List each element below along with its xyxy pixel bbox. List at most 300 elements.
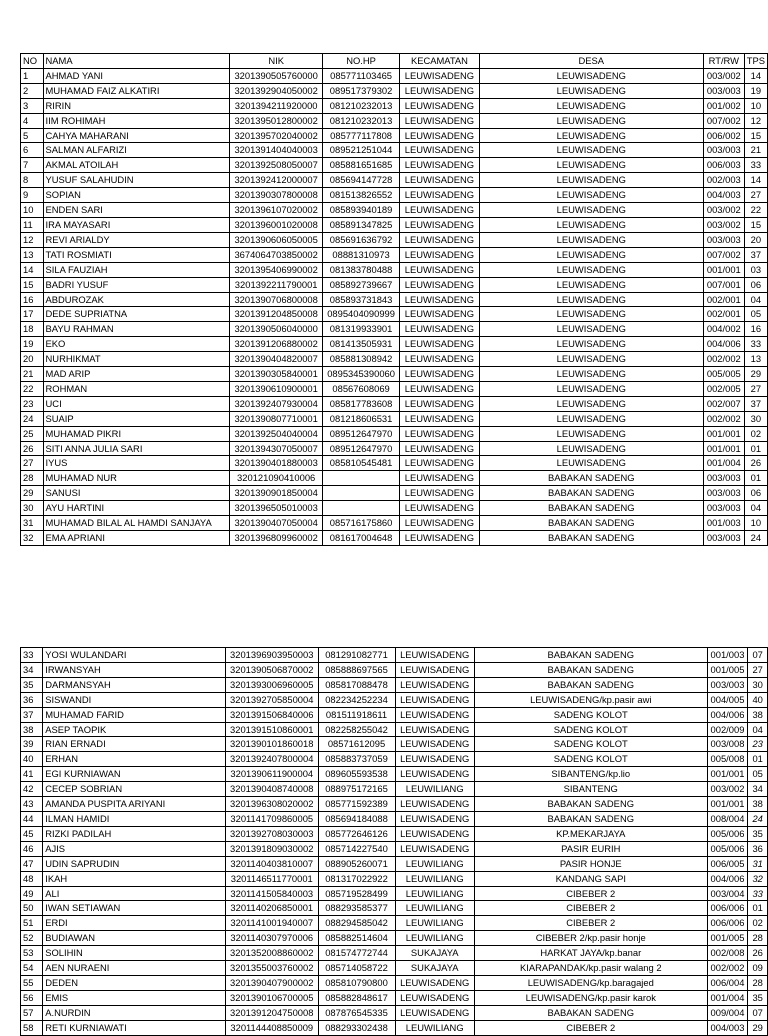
table-row — [21, 367, 768, 382]
cell-nik: 3201392904050002 — [230, 83, 322, 98]
cell-nama: SUAIP — [43, 411, 230, 426]
table-row — [21, 396, 768, 411]
cell-nik: 3201352008860002 — [225, 946, 318, 961]
cell-desa: BABAKAN SADENG — [479, 486, 703, 501]
cell-nama: SITI ANNA JULIA SARI — [43, 441, 230, 456]
cell-rt-rw: 006/006 — [707, 916, 748, 931]
cell-nama: SISWANDI — [43, 692, 226, 707]
cell-nama: REVI ARIALDY — [43, 232, 230, 247]
cell-kecamatan: LEUWILIANG — [395, 871, 474, 886]
cell-rt-rw: 004/003 — [707, 1020, 748, 1035]
table-header-row — [21, 54, 768, 69]
cell-tps: 10 — [744, 516, 767, 531]
table-row — [21, 961, 768, 976]
cell-no-hp: 081218606531 — [322, 411, 399, 426]
cell-no: 1 — [21, 68, 44, 83]
cell-no-hp: 0895345390060 — [322, 367, 399, 382]
cell-no: 33 — [21, 648, 43, 663]
table-row — [21, 811, 768, 826]
cell-tps: 30 — [744, 411, 767, 426]
table-row — [21, 232, 768, 247]
cell-nik: 3201390404820007 — [230, 352, 322, 367]
cell-no-hp: 085893940189 — [322, 203, 399, 218]
cell-nik: 3201392412000007 — [230, 173, 322, 188]
cell-nama: IYUS — [43, 456, 230, 471]
cell-tps: 33 — [744, 158, 767, 173]
cell-desa: LEUWISADENG — [479, 232, 703, 247]
cell-nik: 3201392508050007 — [230, 158, 322, 173]
table-row — [21, 531, 768, 546]
cell-nik: 3201141001940007 — [225, 916, 318, 931]
cell-desa: KP.MEKARJAYA — [474, 826, 707, 841]
table-row — [21, 486, 768, 501]
cell-desa: LEUWISADENG — [479, 143, 703, 158]
cell-tps: 14 — [744, 68, 767, 83]
cell-no: 58 — [21, 1020, 43, 1035]
cell-no: 31 — [21, 516, 44, 531]
cell-desa: BABAKAN SADENG — [479, 516, 703, 531]
cell-rt-rw: 002/009 — [707, 722, 748, 737]
cell-no-hp: 088975172165 — [318, 782, 395, 797]
cell-kecamatan: LEUWISADENG — [400, 98, 479, 113]
cell-no-hp: 085694184088 — [318, 811, 395, 826]
cell-tps: 26 — [748, 946, 768, 961]
cell-tps: 38 — [748, 707, 768, 722]
header-kecamatan: KECAMATAN — [400, 54, 479, 69]
cell-desa: LEUWISADENG — [479, 396, 703, 411]
cell-no: 13 — [21, 247, 44, 262]
cell-nik: 3201393006960005 — [225, 677, 318, 692]
cell-tps: 29 — [744, 367, 767, 382]
cell-tps: 06 — [744, 277, 767, 292]
cell-rt-rw: 001/005 — [707, 662, 748, 677]
cell-nama: IWAN SETIAWAN — [43, 901, 226, 916]
cell-no: 48 — [21, 871, 43, 886]
cell-nama: RIRIN — [43, 98, 230, 113]
cell-tps: 01 — [748, 901, 768, 916]
cell-no-hp: 085817783608 — [322, 396, 399, 411]
cell-no-hp: 085881651685 — [322, 158, 399, 173]
cell-kecamatan: LEUWISADENG — [400, 113, 479, 128]
cell-no: 44 — [21, 811, 43, 826]
table-row — [21, 946, 768, 961]
cell-no-hp: 089512647970 — [322, 426, 399, 441]
cell-desa: KIARAPANDAK/kp.pasir walang 2 — [474, 961, 707, 976]
cell-nama: MUHAMAD FARID — [43, 707, 226, 722]
cell-rt-rw: 008/004 — [707, 811, 748, 826]
cell-kecamatan: LEUWISADENG — [400, 471, 479, 486]
cell-rt-rw: 001/003 — [707, 648, 748, 663]
cell-nik: 3201395702040002 — [230, 128, 322, 143]
cell-nama: AJIS — [43, 841, 226, 856]
cell-no: 22 — [21, 381, 44, 396]
cell-rt-rw: 003/003 — [703, 83, 744, 98]
cell-no-hp — [322, 486, 399, 501]
cell-no: 28 — [21, 471, 44, 486]
cell-nama: BUDIAWAN — [43, 931, 226, 946]
cell-desa: BABAKAN SADENG — [474, 797, 707, 812]
cell-nik: 3201390408740008 — [225, 782, 318, 797]
cell-tps: 24 — [744, 531, 767, 546]
cell-nik: 3201391506840006 — [225, 707, 318, 722]
cell-nik: 3201390401880003 — [230, 456, 322, 471]
cell-desa: BABAKAN SADENG — [479, 501, 703, 516]
cell-nama: EMIS — [43, 990, 226, 1005]
cell-nama: UCI — [43, 396, 230, 411]
cell-nama: MUHAMAD FAIZ ALKATIRI — [43, 83, 230, 98]
cell-tps: 09 — [748, 961, 768, 976]
table-row — [21, 1005, 768, 1020]
cell-nama: SANUSI — [43, 486, 230, 501]
cell-nik: 3201390606050005 — [230, 232, 322, 247]
cell-no: 30 — [21, 501, 44, 516]
cell-tps: 10 — [744, 98, 767, 113]
cell-tps: 36 — [748, 841, 768, 856]
table-row — [21, 1020, 768, 1035]
cell-desa: LEUWISADENG — [479, 68, 703, 83]
cell-no-hp: 085694147728 — [322, 173, 399, 188]
cell-rt-rw: 001/005 — [707, 931, 748, 946]
cell-rt-rw: 002/007 — [703, 396, 744, 411]
cell-no-hp: 085882848617 — [318, 990, 395, 1005]
cell-kecamatan: LEUWISADENG — [395, 648, 474, 663]
cell-nik: 3201140206850001 — [225, 901, 318, 916]
cell-no-hp: 085714058722 — [318, 961, 395, 976]
cell-nik: 3201396107020002 — [230, 203, 322, 218]
cell-desa: CIBEBER 2 — [474, 916, 707, 931]
cell-desa: BABAKAN SADENG — [479, 531, 703, 546]
cell-no-hp: 081383780488 — [322, 262, 399, 277]
cell-kecamatan: LEUWISADENG — [400, 381, 479, 396]
cell-nik: 3201144408850009 — [225, 1020, 318, 1035]
cell-no: 36 — [21, 692, 43, 707]
cell-no-hp: 085719528499 — [318, 886, 395, 901]
cell-nama: AHMAD YANI — [43, 68, 230, 83]
cell-kecamatan: LEUWISADENG — [400, 158, 479, 173]
cell-rt-rw: 001/001 — [703, 426, 744, 441]
cell-nama: IIM ROHIMAH — [43, 113, 230, 128]
cell-nik: 3201395406990002 — [230, 262, 322, 277]
cell-no: 38 — [21, 722, 43, 737]
cell-nik: 3201391204850008 — [230, 307, 322, 322]
cell-rt-rw: 003/002 — [703, 203, 744, 218]
cell-rt-rw: 003/003 — [703, 143, 744, 158]
cell-no: 29 — [21, 486, 44, 501]
cell-tps: 29 — [748, 1020, 768, 1035]
cell-nik: 3201390611900004 — [225, 767, 318, 782]
cell-no: 43 — [21, 797, 43, 812]
cell-nama: MAD ARIP — [43, 367, 230, 382]
table-row — [21, 277, 768, 292]
cell-no: 41 — [21, 767, 43, 782]
cell-no: 50 — [21, 901, 43, 916]
cell-kecamatan: LEUWISADENG — [395, 752, 474, 767]
cell-kecamatan: LEUWISADENG — [400, 441, 479, 456]
cell-no-hp: 085892739667 — [322, 277, 399, 292]
cell-rt-rw: 002/005 — [703, 381, 744, 396]
cell-kecamatan: LEUWISADENG — [395, 737, 474, 752]
cell-nik: 3201140307970006 — [225, 931, 318, 946]
cell-tps: 37 — [744, 247, 767, 262]
cell-rt-rw: 003/002 — [703, 68, 744, 83]
cell-desa: SIBANTENG/kp.lio — [474, 767, 707, 782]
cell-rt-rw: 004/006 — [703, 337, 744, 352]
cell-desa: SIBANTENG — [474, 782, 707, 797]
cell-desa: PASIR HONJE — [474, 856, 707, 871]
cell-tps: 27 — [744, 381, 767, 396]
cell-tps: 30 — [748, 677, 768, 692]
cell-nik: 3201396001020008 — [230, 217, 322, 232]
cell-no: 51 — [21, 916, 43, 931]
cell-nama: ASEP TAOPIK — [43, 722, 226, 737]
cell-tps: 22 — [744, 203, 767, 218]
cell-no: 6 — [21, 143, 44, 158]
cell-no: 56 — [21, 990, 43, 1005]
table-row — [21, 648, 768, 663]
cell-desa: LEUWISADENG — [479, 292, 703, 307]
cell-kecamatan: LEUWISADENG — [395, 841, 474, 856]
cell-nik: 3201396505010003 — [230, 501, 322, 516]
cell-no: 49 — [21, 886, 43, 901]
cell-rt-rw: 001/001 — [703, 441, 744, 456]
voter-table-top — [20, 53, 768, 546]
cell-rt-rw: 006/003 — [703, 158, 744, 173]
cell-desa: LEUWISADENG — [479, 83, 703, 98]
cell-no: 21 — [21, 367, 44, 382]
table-row — [21, 426, 768, 441]
cell-tps: 01 — [748, 752, 768, 767]
cell-no-hp: 081617004648 — [322, 531, 399, 546]
cell-rt-rw: 004/006 — [707, 707, 748, 722]
cell-kecamatan: LEUWISADENG — [400, 396, 479, 411]
cell-nik: 3201391206880002 — [230, 337, 322, 352]
cell-tps: 16 — [744, 322, 767, 337]
cell-no: 37 — [21, 707, 43, 722]
cell-desa: CIBEBER 2 — [474, 901, 707, 916]
cell-tps: 01 — [744, 471, 767, 486]
cell-rt-rw: 003/003 — [703, 486, 744, 501]
cell-no-hp: 089517379302 — [322, 83, 399, 98]
cell-nik: 3201394307050007 — [230, 441, 322, 456]
cell-no: 24 — [21, 411, 44, 426]
table-row — [21, 782, 768, 797]
cell-nik: 3201396809960002 — [230, 531, 322, 546]
voter-table-bottom — [20, 647, 768, 1036]
cell-nama: YUSUF SALAHUDIN — [43, 173, 230, 188]
table-row — [21, 737, 768, 752]
cell-no: 46 — [21, 841, 43, 856]
cell-no-hp: 081574772744 — [318, 946, 395, 961]
table-row — [21, 158, 768, 173]
cell-nama: ABDUROZAK — [43, 292, 230, 307]
cell-no: 3 — [21, 98, 44, 113]
cell-rt-rw: 003/003 — [707, 677, 748, 692]
cell-desa: KANDANG SAPI — [474, 871, 707, 886]
cell-nik: 3201390506040000 — [230, 322, 322, 337]
table-row — [21, 901, 768, 916]
cell-no-hp: 082234252234 — [318, 692, 395, 707]
cell-kecamatan: LEUWISADENG — [400, 262, 479, 277]
cell-no: 23 — [21, 396, 44, 411]
cell-kecamatan: LEUWISADENG — [400, 232, 479, 247]
cell-tps: 15 — [744, 217, 767, 232]
cell-nama: RIAN ERNADI — [43, 737, 226, 752]
table-row — [21, 456, 768, 471]
cell-desa: LEUWISADENG — [479, 113, 703, 128]
cell-tps: 01 — [744, 441, 767, 456]
cell-kecamatan: LEUWISADENG — [395, 1005, 474, 1020]
cell-no: 42 — [21, 782, 43, 797]
cell-nik: 3201390305840001 — [230, 367, 322, 382]
cell-nik: 3201391510860001 — [225, 722, 318, 737]
table-row — [21, 826, 768, 841]
table-body-bottom — [21, 648, 768, 1036]
cell-nama: ILMAN HAMIDI — [43, 811, 226, 826]
cell-nik: 320121090410006 — [230, 471, 322, 486]
cell-nik: 3201390610900001 — [230, 381, 322, 396]
cell-rt-rw: 001/003 — [703, 516, 744, 531]
header-no: NO — [21, 54, 44, 69]
table-row — [21, 841, 768, 856]
cell-no-hp: 085882514604 — [318, 931, 395, 946]
table-row — [21, 662, 768, 677]
cell-no: 7 — [21, 158, 44, 173]
table-row — [21, 916, 768, 931]
cell-nama: MUHAMAD NUR — [43, 471, 230, 486]
cell-no: 9 — [21, 188, 44, 203]
cell-desa: LEUWISADENG — [479, 262, 703, 277]
cell-desa: LEUWISADENG — [479, 426, 703, 441]
cell-no-hp: 08567608069 — [322, 381, 399, 396]
cell-kecamatan: LEUWILIANG — [395, 782, 474, 797]
cell-desa: SADENG KOLOT — [474, 722, 707, 737]
cell-no: 14 — [21, 262, 44, 277]
cell-desa: BABAKAN SADENG — [474, 811, 707, 826]
cell-tps: 13 — [744, 352, 767, 367]
cell-nik: 3201392705850004 — [225, 692, 318, 707]
cell-nik: 3201391204750008 — [225, 1005, 318, 1020]
cell-tps: 28 — [748, 975, 768, 990]
cell-desa: BABAKAN SADENG — [474, 648, 707, 663]
cell-rt-rw: 001/001 — [707, 767, 748, 782]
cell-tps: 34 — [748, 782, 768, 797]
cell-rt-rw: 003/003 — [703, 232, 744, 247]
cell-tps: 33 — [748, 886, 768, 901]
cell-kecamatan: LEUWISADENG — [400, 352, 479, 367]
cell-kecamatan: LEUWISADENG — [395, 990, 474, 1005]
cell-rt-rw: 004/006 — [707, 871, 748, 886]
cell-kecamatan: LEUWILIANG — [395, 931, 474, 946]
cell-kecamatan: LEUWISADENG — [400, 217, 479, 232]
cell-nik: 3201146511770001 — [225, 871, 318, 886]
cell-rt-rw: 003/003 — [703, 501, 744, 516]
cell-desa: LEUWISADENG/kp.baragajed — [474, 975, 707, 990]
cell-nik: 3201390901850004 — [230, 486, 322, 501]
cell-rt-rw: 002/002 — [707, 961, 748, 976]
cell-desa: LEUWISADENG — [479, 322, 703, 337]
table-row — [21, 292, 768, 307]
cell-tps: 02 — [748, 916, 768, 931]
cell-no: 19 — [21, 337, 44, 352]
cell-kecamatan: LEUWILIANG — [395, 886, 474, 901]
table-row — [21, 247, 768, 262]
cell-rt-rw: 002/008 — [707, 946, 748, 961]
cell-tps: 27 — [744, 188, 767, 203]
header-desa: DESA — [479, 54, 703, 69]
cell-desa: LEUWISADENG — [479, 188, 703, 203]
header-nik: NIK — [230, 54, 322, 69]
cell-kecamatan: LEUWISADENG — [395, 722, 474, 737]
cell-no-hp: 088294585042 — [318, 916, 395, 931]
cell-rt-rw: 007/002 — [703, 247, 744, 262]
cell-kecamatan: LEUWILIANG — [395, 916, 474, 931]
cell-desa: BABAKAN SADENG — [474, 1005, 707, 1020]
cell-nik: 3674064703850002 — [230, 247, 322, 262]
cell-tps: 03 — [744, 262, 767, 277]
cell-no: 18 — [21, 322, 44, 337]
cell-desa: BABAKAN SADENG — [479, 471, 703, 486]
cell-nama: RIZKI PADILAH — [43, 826, 226, 841]
cell-kecamatan: LEUWISADENG — [400, 307, 479, 322]
cell-desa: LEUWISADENG/kp.pasir awi — [474, 692, 707, 707]
cell-kecamatan: LEUWISADENG — [400, 247, 479, 262]
table-row — [21, 337, 768, 352]
cell-nik: 3201390706800008 — [230, 292, 322, 307]
table-row — [21, 352, 768, 367]
cell-desa: LEUWISADENG — [479, 441, 703, 456]
cell-tps: 26 — [744, 456, 767, 471]
cell-kecamatan: LEUWISADENG — [400, 367, 479, 382]
table-row — [21, 307, 768, 322]
cell-kecamatan: LEUWISADENG — [400, 203, 479, 218]
cell-desa: LEUWISADENG — [479, 352, 703, 367]
cell-desa: CIBEBER 2/kp.pasir honje — [474, 931, 707, 946]
cell-tps: 04 — [744, 292, 767, 307]
cell-no: 47 — [21, 856, 43, 871]
cell-desa: HARKAT JAYA/kp.banar — [474, 946, 707, 961]
cell-kecamatan: LEUWISADENG — [400, 173, 479, 188]
cell-rt-rw: 002/003 — [703, 173, 744, 188]
cell-tps: 23 — [748, 737, 768, 752]
header-rt-rw: RT/RW — [703, 54, 744, 69]
cell-kecamatan: LEUWISADENG — [400, 531, 479, 546]
cell-kecamatan: SUKAJAYA — [395, 961, 474, 976]
cell-nik: 3201391404040003 — [230, 143, 322, 158]
cell-tps: 04 — [748, 722, 768, 737]
cell-kecamatan: LEUWISADENG — [400, 337, 479, 352]
cell-no-hp: 081291082771 — [318, 648, 395, 663]
table-row — [21, 203, 768, 218]
cell-nik: 3201392211790001 — [230, 277, 322, 292]
cell-nama: TATI ROSMIATI — [43, 247, 230, 262]
cell-no: 8 — [21, 173, 44, 188]
cell-nama: AMANDA PUSPITA ARIYANI — [43, 797, 226, 812]
cell-no-hp: 085716175860 — [322, 516, 399, 531]
cell-tps: 33 — [744, 337, 767, 352]
cell-rt-rw: 003/004 — [707, 886, 748, 901]
cell-nik: 3201390505760000 — [230, 68, 322, 83]
header-nama: NAMA — [43, 54, 230, 69]
table-row — [21, 767, 768, 782]
cell-rt-rw: 007/002 — [703, 113, 744, 128]
header-tps: TPS — [744, 54, 767, 69]
cell-rt-rw: 004/003 — [703, 188, 744, 203]
cell-no-hp: 081210232013 — [322, 98, 399, 113]
cell-nama: CECEP SOBRIAN — [43, 782, 226, 797]
cell-desa: LEUWISADENG — [479, 217, 703, 232]
cell-tps: 19 — [744, 83, 767, 98]
table-row — [21, 128, 768, 143]
